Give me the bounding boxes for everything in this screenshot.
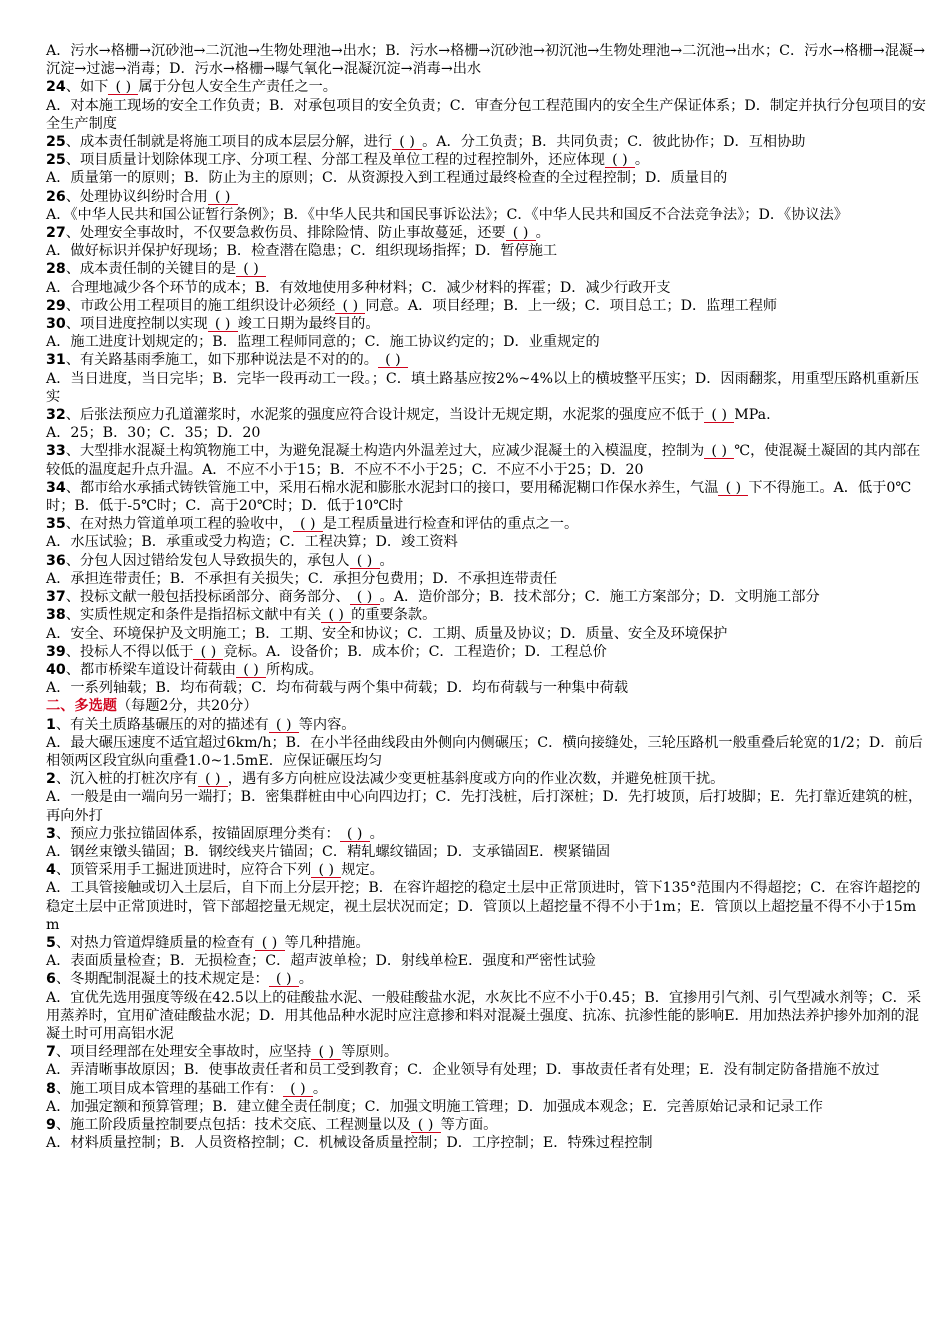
question-stem bbox=[46, 151, 928, 169]
question-number: 7 bbox=[46, 1044, 56, 1061]
question-stem bbox=[46, 515, 928, 533]
question-stem bbox=[46, 442, 928, 478]
question-text-after: 同意。A．项目经理；B．上一级；C．项目总工；D．监理工程师 bbox=[365, 297, 778, 314]
question-text-after: 等内容。 bbox=[298, 716, 356, 733]
section-title: 二、多选题 bbox=[46, 698, 117, 715]
question-text-after: 。 bbox=[535, 225, 550, 242]
question-number: 32 bbox=[46, 407, 66, 424]
question-stem bbox=[46, 1116, 928, 1134]
question-number: 39 bbox=[46, 643, 66, 660]
question-number: 37 bbox=[46, 589, 66, 606]
question-number: 6 bbox=[46, 971, 56, 988]
question-stem bbox=[46, 78, 928, 96]
question-number: 33 bbox=[46, 443, 66, 460]
question-options: A．合理地减少各个环节的成本；B．有效地使用多种材料；C．减少材料的挥霍；D．减少行政开支 bbox=[46, 279, 671, 296]
question-number: 31 bbox=[46, 352, 66, 369]
question-text-after: 等几种措施。 bbox=[284, 934, 370, 951]
section-note: （每题2分，共20分） bbox=[116, 698, 258, 715]
question-text-after: 。 bbox=[634, 152, 650, 169]
answer-blank[interactable]: ( ) bbox=[605, 153, 635, 168]
question-text-before: 、处理协议纠纷时合用 bbox=[65, 188, 208, 205]
question-text-before: 、预应力张拉锚固体系，按锚固原理分类有： bbox=[55, 825, 340, 842]
question-options: A．钢丝束镦头锚固；B．钢绞线夹片锚固；C．精轧螺纹锚固；D．支承锚固E．楔紧锚固 bbox=[46, 843, 611, 860]
question-options: A．做好标识并保护好现场；B．检查潜在隐患；C．组织现场指挥；D．暂停施工 bbox=[46, 243, 558, 260]
question-stem bbox=[46, 606, 928, 624]
question-options: A．对本施工现场的安全工作负责；B．对承包项目的安全负责；C．审查分包工程范围内的安全生产保证体系；D．制定并执行分包项目的安全生产制度 bbox=[46, 97, 926, 132]
question-stem bbox=[46, 716, 928, 734]
answer-blank[interactable]: ( ) bbox=[335, 299, 365, 314]
question-number: 1 bbox=[46, 716, 56, 733]
answer-blank[interactable]: ( ) bbox=[378, 353, 408, 368]
question-options: A．一系列轴载；B．均布荷载；C．均布荷载与两个集中荷载；D．均布荷载与一种集中荷载 bbox=[46, 680, 629, 697]
question-number: 29 bbox=[46, 297, 66, 314]
question-options: A．承担连带责任；B．不承担有关损失；C．承担分包费用；D．不承担连带责任 bbox=[46, 570, 558, 587]
answer-blank[interactable]: ( ) bbox=[718, 481, 748, 496]
answer-blank[interactable]: ( ) bbox=[704, 444, 734, 459]
question-stem bbox=[46, 479, 928, 515]
question-text-after: 。A．造价部分；B．技术部分；C．施工方案部分；D．文明施工部分 bbox=[379, 589, 820, 606]
question-text-after: 。 bbox=[369, 825, 384, 842]
question-number: 38 bbox=[46, 607, 66, 624]
question-number: 24 bbox=[46, 79, 66, 96]
question-number: 35 bbox=[46, 516, 66, 533]
question-options: A．安全、环境保护及文明施工；B．工期、安全和协议；C．工期、质量及协议；D．质量、安全及环境保护 bbox=[46, 625, 728, 642]
question-text-before: 、大型排水混凝土构筑物施工中，为避免混凝土构造内外温差过大，应减少混凝土的入模温度，控制为 bbox=[65, 443, 705, 460]
answer-blank[interactable]: ( ) bbox=[269, 718, 299, 733]
question-options: A．加强定额和预算管理；B．建立健全责任制度；C．加强文明施工管理；D．加强成本观念；E．完善原始记录和记录工作 bbox=[46, 1098, 823, 1115]
question-text-after: 属于分包人安全生产责任之一。 bbox=[138, 79, 337, 96]
question-number: 2 bbox=[46, 771, 56, 788]
question-stem bbox=[46, 406, 928, 424]
question-stem bbox=[46, 1043, 928, 1061]
answer-blank[interactable]: ( ) bbox=[350, 554, 380, 569]
question-number: 26 bbox=[46, 188, 66, 205]
question-text-before: 、分包人因过错给发包人导致损失的，承包人 bbox=[65, 552, 350, 569]
question-number: 4 bbox=[46, 862, 56, 879]
question-text-after: 竞标。A．设备价；B．成本价；C．工程造价；D．工程总价 bbox=[223, 643, 607, 660]
answer-blank[interactable]: ( ) bbox=[321, 608, 351, 623]
question-stem bbox=[46, 552, 928, 570]
question-text-after: 的重要条款。 bbox=[351, 607, 437, 624]
question-stem bbox=[46, 770, 928, 788]
question-text-before: 、项目经理部在处理安全事故时，应坚持 bbox=[55, 1044, 312, 1061]
question-number: 25 bbox=[46, 134, 66, 151]
answer-blank[interactable]: ( ) bbox=[208, 190, 238, 205]
question-options: A．弄清晰事故原因；B．使事故责任者和员工受到教育；C．企业领导有处理；D．事故责任者有处理；E．没有制定防备措施不放过 bbox=[46, 1062, 880, 1079]
answer-blank[interactable]: ( ) bbox=[193, 645, 223, 660]
question-text-after: 下不得施工。A．低于0℃时；B．低于-5℃时；C．高于20℃时；D．低于10℃时 bbox=[46, 479, 912, 515]
question-text-after: 规定。 bbox=[341, 862, 384, 879]
question-text-before: 、投标文献一般包括投标函部分、商务部分、 bbox=[65, 589, 350, 606]
question-stem bbox=[46, 825, 928, 843]
question-stem bbox=[46, 588, 928, 606]
question-stem bbox=[46, 188, 928, 206]
question-stem bbox=[46, 297, 928, 315]
question-options: A．施工进度计划规定的；B．监理工程师同意的；C．施工协议约定的；D．业重规定的 bbox=[46, 334, 600, 351]
answer-blank[interactable]: ( ) bbox=[340, 827, 370, 842]
question-stem bbox=[46, 351, 928, 369]
question-stem bbox=[46, 934, 928, 952]
question-stem bbox=[46, 661, 928, 679]
question-options: A．当日进度，当日完毕；B．完毕一段再动工一段。；C．填土路基应按2%~4%以上的横坡整平压实；D．因雨翻浆，用重型压路机重新压实 bbox=[46, 370, 920, 405]
question-text-before: 、在对热力管道单项工程的验收中， bbox=[65, 516, 293, 533]
question-text-after: MPa. bbox=[734, 407, 771, 424]
answer-blank[interactable]: ( ) bbox=[269, 972, 299, 987]
question-options: A．表面质量检查；B．无损检查；C．超声波单检；D．射线单检E．强度和严密性试验 bbox=[46, 953, 596, 970]
answer-blank[interactable]: ( ) bbox=[283, 1082, 313, 1097]
question-number: 28 bbox=[46, 261, 66, 278]
question-text-before: 、都市给水承插式铸铁管施工中，采用石棉水泥和膨胀水泥封口的接口，要用稀泥糊口作保水养生，气温 bbox=[65, 479, 719, 496]
question-text-after: 竣工日期为最终目的。 bbox=[237, 316, 380, 333]
question-number: 30 bbox=[46, 316, 66, 333]
question-number: 8 bbox=[46, 1080, 56, 1097]
question-number: 40 bbox=[46, 661, 66, 678]
answer-blank[interactable]: ( ) bbox=[198, 772, 228, 787]
answer-blank[interactable]: ( ) bbox=[350, 590, 380, 605]
question-text-before: 、有关土质路基碾压的对的描述有 bbox=[55, 716, 269, 733]
answer-blank[interactable]: ( ) bbox=[506, 226, 536, 241]
answer-blank[interactable]: ( ) bbox=[208, 317, 238, 332]
question-options: A．质量第一的原则；B．防止为主的原则；C．从资源投入到工程通过最终检查的全过程控制；D．质量目的 bbox=[46, 170, 728, 187]
question-number: 3 bbox=[46, 825, 56, 842]
question-text-after: 。 bbox=[379, 552, 394, 569]
question-text-before: 、施工阶段质量控制要点包括：技术交底、工程测量以及 bbox=[55, 1116, 411, 1133]
answer-blank[interactable]: ( ) bbox=[411, 1118, 441, 1133]
question-text-before: 、有关路基雨季施工，如下那种说法是不对的的。 bbox=[65, 352, 378, 369]
answer-blank[interactable]: ( ) bbox=[311, 1045, 341, 1060]
question-number: 27 bbox=[46, 225, 66, 242]
question-stem bbox=[46, 1080, 928, 1098]
section-heading-multi bbox=[46, 697, 928, 715]
question-stem bbox=[46, 133, 928, 151]
single-choice-list bbox=[46, 42, 928, 697]
question-text-after: 。A．分工负责；B．共同负责；C．彼此协作；D．互相协助 bbox=[422, 134, 806, 151]
question-text-before: 、项目进度控制以实现 bbox=[65, 316, 208, 333]
answer-blank[interactable]: ( ) bbox=[293, 517, 323, 532]
question-stem bbox=[46, 970, 928, 988]
question-text-before: 、如下 bbox=[65, 79, 109, 96]
multi-choice-list bbox=[46, 716, 928, 1153]
question-text-after: 等方面。 bbox=[440, 1116, 498, 1133]
answer-blank[interactable]: ( ) bbox=[236, 262, 266, 277]
question-text-before: 、冬期配制混凝土的技术规定是： bbox=[55, 971, 269, 988]
question-options: A．材料质量控制；B．人员资格控制；C．机械设备质量控制；D．工序控制；E．特殊过程控制 bbox=[46, 1135, 653, 1152]
question-text-after: ℃，使混凝土凝固的其内部在较低的温度起升点升温。A．不应不小于15；B．不应不不小于25；C．不应不小于25；D．20 bbox=[46, 443, 921, 478]
question-options: A．一般是由一端向另一端打；B．密集群桩由中心向四边打；C．先打浅桩，后打深桩；D．先打坡顶，后打坡脚；E．先打靠近建筑的桩，再向外打 bbox=[46, 789, 923, 824]
question-text-after: 。 bbox=[312, 1080, 328, 1097]
question-text-before: 、成本责任制的关键目的是 bbox=[65, 261, 237, 278]
question-number: 36 bbox=[46, 552, 66, 569]
question-text-before: 、处理安全事故时，不仅要急救伤员、排除险情、防止事故蔓延，还要 bbox=[65, 225, 506, 242]
question-options: A．水压试验；B．承重或受力构造；C．工程决算；D．竣工资料 bbox=[46, 534, 458, 551]
answer-blank[interactable]: ( ) bbox=[311, 863, 341, 878]
answer-blank[interactable]: ( ) bbox=[236, 663, 266, 678]
question-text-before: 、市政公用工程项目的施工组织设计必须经 bbox=[65, 297, 336, 314]
question-options: A．最大碾压速度不适宜超过6km/h；B．在小半径曲线段由外侧向内侧碾压；C．横向接缝处，三轮压路机一般重叠后轮宽的1/2；D．前后相领两区段宜纵向重叠1.0~1.5mE．应保证碾压均匀 bbox=[46, 734, 923, 769]
question-stem bbox=[46, 643, 928, 661]
answer-blank[interactable]: ( ) bbox=[392, 135, 422, 150]
question-number: 5 bbox=[46, 934, 56, 951]
question-text-before: 、实质性规定和条件是指招标文献中有关 bbox=[65, 607, 322, 624]
question-stem bbox=[46, 861, 928, 879]
answer-blank[interactable]: ( ) bbox=[108, 80, 138, 95]
question-stem bbox=[46, 315, 928, 333]
question-number: 25 bbox=[46, 152, 66, 169]
question-text-after: 。 bbox=[298, 971, 313, 988]
question-number: 34 bbox=[46, 479, 66, 496]
question-options-continued: A．污水→格栅→沉砂池→二沉池→生物处理池→出水；B．污水→格栅→沉砂池→初沉池→生物处理池→二沉池→出水；C．污水→格栅→混凝→沉淀→过滤→消毒；D．污水→格栅→曝气氧化→混凝沉淀→消毒→出水 bbox=[46, 43, 925, 78]
question-text-after: 是工程质量进行检查和评估的重点之一。 bbox=[322, 516, 579, 533]
question-text-after: ，遇有多方向桩应设法减少变更桩基斜度或方向的作业次数，并避免桩顶干扰。 bbox=[227, 771, 725, 788]
question-text-after: 等原则。 bbox=[341, 1044, 399, 1061]
question-options: A．工具管接触或切入土层后，自下而上分层开挖；B．在容许超挖的稳定土层中正常顶进时，管下135°范围内不得超挖；C．在容许超挖的稳定土层中正常顶进时，管下部超挖量无规定，视土层状况而定；D．管顶以上超挖量不得不小于1m；E．管顶以上超挖量不得不小于15mm bbox=[46, 880, 921, 933]
question-text-before: 、沉入桩的打桩次序有 bbox=[55, 771, 198, 788]
question-text-after: 所构成。 bbox=[266, 661, 323, 678]
question-text-before: 、顶管采用手工掘进顶进时，应符合下列 bbox=[55, 862, 312, 879]
question-options: A．25；B．30；C．35；D．20 bbox=[46, 425, 261, 442]
question-number: 9 bbox=[46, 1116, 56, 1133]
question-options: A．宜优先选用强度等级在42.5以上的硅酸盐水泥、一般硅酸盐水泥，水灰比不应不小于0.45；B．宜掺用引气剂、引气型减水剂等；C．采用蒸养时，宜用矿渣硅酸盐水泥；D．用其他品种水泥时应注意掺和料对混凝土强度、抗冻、抗渗性能的影响E．用加热法养护掺外加剂的混凝土时可用高铝水泥 bbox=[46, 989, 922, 1042]
answer-blank[interactable]: ( ) bbox=[255, 936, 285, 951]
question-stem bbox=[46, 224, 928, 242]
question-options: A．《中华人民共和国公证暂行条例》；B．《中华人民共和国民事诉讼法》；C．《中华人民共和国反不合法竞争法》；D．《协议法》 bbox=[46, 206, 848, 223]
question-text-before: 、都市桥梁车道设计荷载由 bbox=[65, 661, 237, 678]
question-text-before: 、项目质量计划除体现工序、分项工程、分部工程及单位工程的过程控制外，还应体现 bbox=[65, 152, 605, 169]
question-text-before: 、投标人不得以低于 bbox=[65, 643, 194, 660]
question-stem bbox=[46, 260, 928, 278]
question-text-before: 、后张法预应力孔道灌浆时，水泥浆的强度应符合设计规定，当设计无规定期，水泥浆的强度应不低于 bbox=[65, 407, 705, 424]
question-text-before: 、对热力管道焊缝质量的检查有 bbox=[55, 934, 255, 951]
question-text-before: 、成本责任制就是将施工项目的成本层层分解，进行 bbox=[65, 134, 393, 151]
question-text-before: 、施工项目成本管理的基础工作有： bbox=[55, 1080, 283, 1097]
answer-blank[interactable]: ( ) bbox=[704, 408, 734, 423]
